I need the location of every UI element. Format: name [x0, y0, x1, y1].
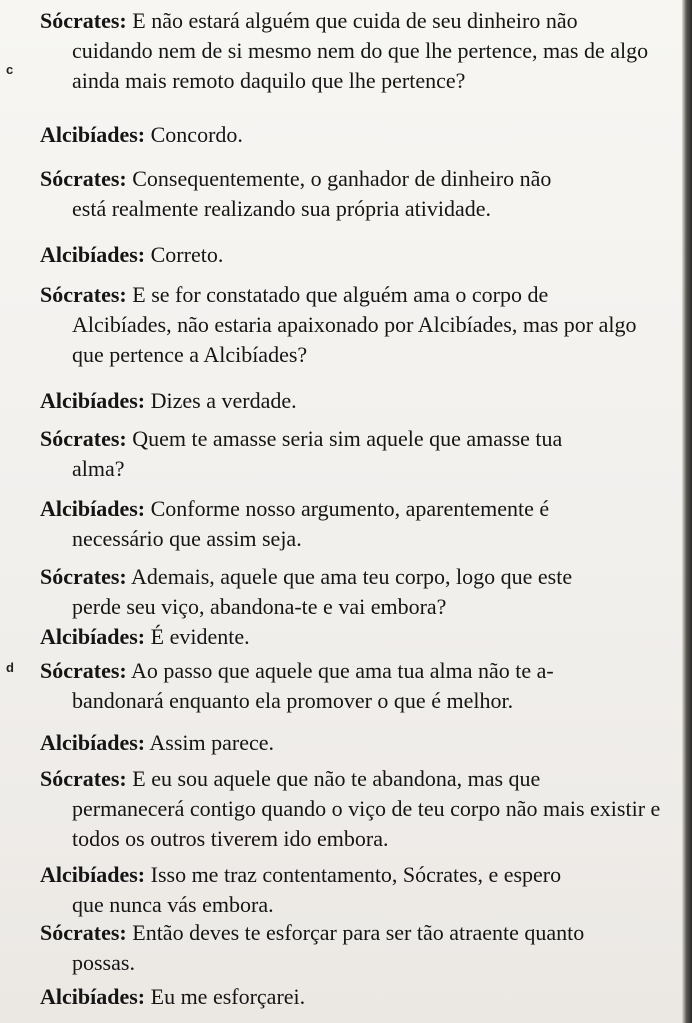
speaker-name: Alcibíades: — [40, 862, 146, 887]
speech-continuation: cuidando nem de si mesmo nem do que lhe pertence, mas de algo ainda mais remoto daquilo que lhe pertence? — [72, 38, 649, 93]
speaker-name: Sócrates: — [40, 166, 127, 191]
dialogue-entry — [40, 240, 672, 270]
dialogue-entry — [40, 728, 672, 758]
speaker-name: Sócrates: — [40, 766, 127, 791]
speech-first-line: Dizes a verdade. — [150, 388, 297, 413]
speech-first-line: E eu sou aquele que não te abandona, mas que — [132, 766, 541, 791]
dialogue-entry — [40, 656, 672, 716]
speech-continuation: que nunca vás embora. — [72, 892, 274, 917]
speech-first-line: Então deves te esforçar para ser tão atraente quanto — [132, 920, 585, 945]
dialogue-entry — [40, 622, 672, 652]
speaker-name: Alcibíades: — [40, 730, 146, 755]
dialogue-entry — [40, 860, 672, 920]
speech-continuation: alma? — [72, 456, 125, 481]
speech-first-line: Consequentemente, o ganhador de dinheiro não — [132, 166, 552, 191]
speech-first-line: Concordo. — [150, 122, 243, 147]
speech-first-line: Isso me traz contentamento, Sócrates, e espero — [150, 862, 562, 887]
speaker-name: Alcibíades: — [40, 122, 146, 147]
speech-first-line: Correto. — [150, 242, 224, 267]
speaker-name: Sócrates: — [40, 920, 127, 945]
speech-continuation: permanecerá contigo quando o viço de teu corpo não mais existir e todos os outros tiverem ido embora. — [72, 796, 661, 851]
margin-marker-d: d — [6, 660, 14, 675]
speaker-name: Alcibíades: — [40, 624, 146, 649]
dialogue-entry — [40, 164, 672, 224]
margin-marker-c: c — [6, 62, 14, 77]
speaker-name: Alcibíades: — [40, 242, 146, 267]
speech-continuation: perde seu viço, abandona-te e vai embora? — [72, 594, 447, 619]
speaker-name: Sócrates: — [40, 564, 127, 589]
dialogue-entry — [40, 982, 672, 1012]
speech-first-line: E não estará alguém que cuida de seu dinheiro não — [132, 8, 578, 33]
speech-first-line: Assim parece. — [149, 730, 275, 755]
dialogue-entry — [40, 918, 672, 978]
speaker-name: Alcibíades: — [40, 388, 146, 413]
speech-first-line: E se for constatado que alguém ama o corpo de — [132, 282, 549, 307]
speaker-name: Alcibíades: — [40, 496, 146, 521]
dialogue-entry — [40, 494, 672, 554]
page-edge-shadow — [682, 0, 692, 1023]
speech-first-line: É evidente. — [150, 624, 250, 649]
speech-continuation: Alcibíades, não estaria apaixonado por Alcibíades, mas por algo que pertence a Alcibíades? — [72, 312, 637, 367]
speech-first-line: Ao passo que aquele que ama tua alma não te a- — [131, 658, 554, 683]
speech-first-line: Eu me esforçarei. — [150, 984, 306, 1009]
speech-first-line: Conforme nosso argumento, aparentemente é — [150, 496, 550, 521]
speech-continuation: está realmente realizando sua própria atividade. — [72, 196, 492, 221]
dialogue-entry — [40, 424, 672, 484]
speech-first-line: Quem te amasse seria sim aquele que amasse tua — [132, 426, 563, 451]
dialogue-entry — [40, 120, 672, 150]
dialogue-entry — [40, 764, 672, 854]
dialogue-entry — [40, 280, 672, 370]
speech-first-line: Ademais, aquele que ama teu corpo, logo que este — [131, 564, 573, 589]
speaker-name: Sócrates: — [40, 658, 127, 683]
dialogue-entry — [40, 6, 672, 96]
dialogue-entry — [40, 562, 672, 622]
speaker-name: Sócrates: — [40, 8, 127, 33]
dialogue-entry — [40, 386, 672, 416]
speech-continuation: bandonará enquanto ela promover o que é melhor. — [72, 688, 514, 713]
speaker-name: Sócrates: — [40, 426, 127, 451]
speech-continuation: necessário que assim seja. — [72, 526, 302, 551]
speaker-name: Sócrates: — [40, 282, 127, 307]
speech-continuation: possas. — [72, 950, 135, 975]
speaker-name: Alcibíades: — [40, 984, 146, 1009]
